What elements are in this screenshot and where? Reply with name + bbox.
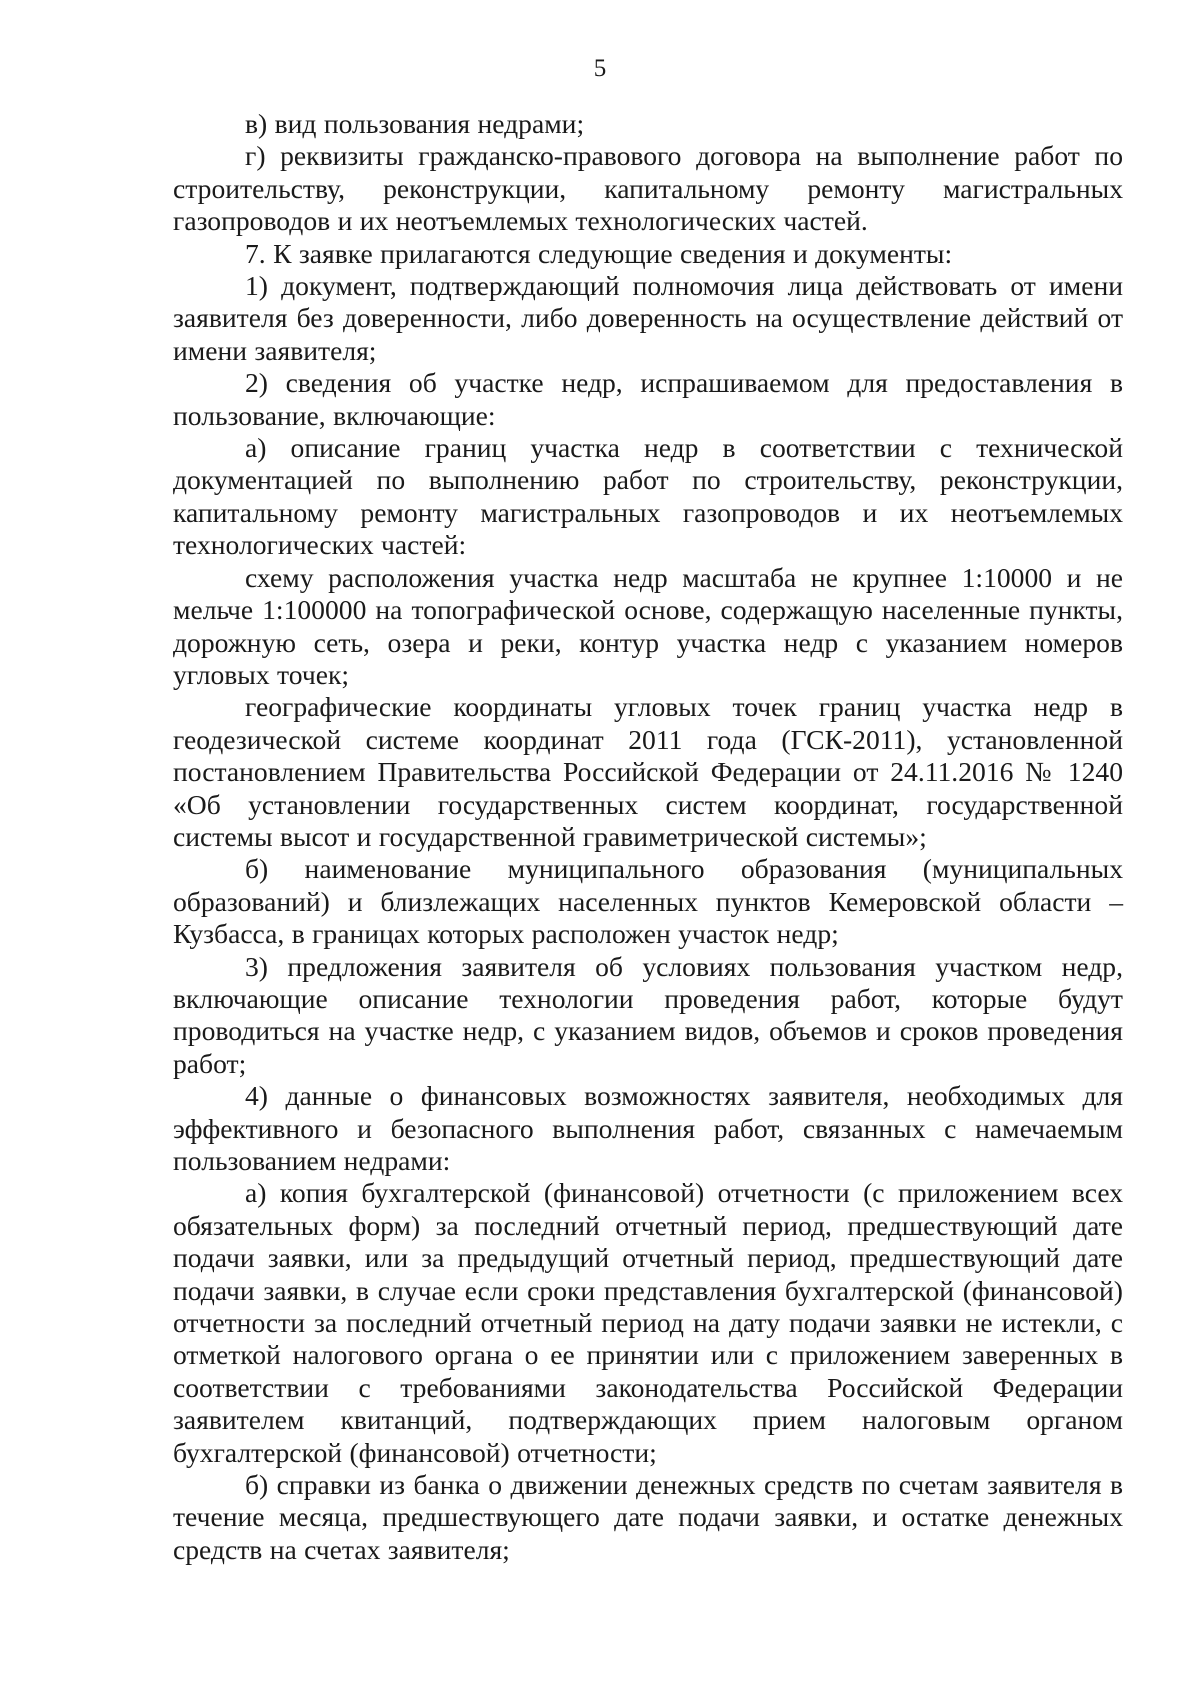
paragraph-b-municipality: б) наименование муниципального образования (муниципальных образований) и близлежащих населенных пунктов Кемеровской области – Кузбасса, в границах которых расположен участок недр; <box>173 853 1123 950</box>
paragraph-3-usage-proposals: 3) предложения заявителя об условиях пользования участком недр, включающие описание технологии проведения работ, которые будут проводиться на участке недр, с указанием видов, объемов и сроков проведения работ; <box>173 950 1123 1079</box>
document-body <box>173 108 1123 1566</box>
paragraph-g-contract-details: г) реквизиты гражданско-правового договора на выполнение работ по строительству, реконструкции, капитальному ремонту магистральных газопроводов и их неотъемлемых технологических частей. <box>173 140 1123 237</box>
paragraph-4-financial-data: 4) данные о финансовых возможностях заявителя, необходимых для эффективного и безопасного выполнения работ, связанных с намечаемым пользованием недрами: <box>173 1080 1123 1176</box>
paragraph-b-bank-statements: б) справки из банка о движении денежных средств по счетам заявителя в течение месяца, предшествующего дате подачи заявки, и остатке денежных средств на счетах заявителя; <box>173 1469 1123 1565</box>
paragraph-geographic-coordinates: географические координаты угловых точек границ участка недр в геодезической системе координат 2011 года (ГСК-2011), установленной постановлением Правительства Российской Федерации от 24.11.2016 № 1240 «Об установлении государственных систем координат, государственной системы высот и государственной гравиметрической системы»; <box>173 691 1123 852</box>
paragraph-location-scheme: схему расположения участка недр масштаба не крупнее 1:10000 и не мельче 1:100000 на топографической основе, содержащую населенные пункты, дорожную сеть, озера и реки, контур участка недр с указанием номеров угловых точек; <box>173 561 1123 690</box>
page-number: 5 <box>593 55 607 82</box>
paragraph-a-accounting-report: а) копия бухгалтерской (финансовой) отчетности (с приложением всех обязательных форм) за последний отчетный период, предшествующий дате подачи заявки, или за предыдущий отчетный период, предшествующий дате подачи заявки, в случае если сроки представления бухгалтерской (финансовой) отчетности за последний отчетный период на дату подачи заявки не истекли, с отметкой налогового органа о ее принятии или с приложением заверенных в соответствии с требованиями законодательства Российской Федерации заявителем квитанций, подтверждающих прием налоговым органом бухгалтерской (финансовой) отчетности; <box>173 1177 1123 1468</box>
paragraph-1-authority-document: 1) документ, подтверждающий полномочия лица действовать от имени заявителя без доверенности, либо доверенность на осуществление действий от имени заявителя; <box>173 270 1123 366</box>
paragraph-a-boundaries: а) описание границ участка недр в соответствии с технической документацией по выполнению работ по строительству, реконструкции, капитальному ремонту магистральных газопроводов и их неотъемлемых технологических частей: <box>173 432 1123 561</box>
paragraph-2-subsoil-plot-info: 2) сведения об участке недр, испрашиваемом для предоставления в пользование, включающие: <box>173 367 1123 431</box>
paragraph-v-subsoil-use-type: в) вид пользования недрами; <box>245 108 585 139</box>
paragraph-7-attachments: 7. К заявке прилагаются следующие сведения и документы: <box>245 237 953 269</box>
